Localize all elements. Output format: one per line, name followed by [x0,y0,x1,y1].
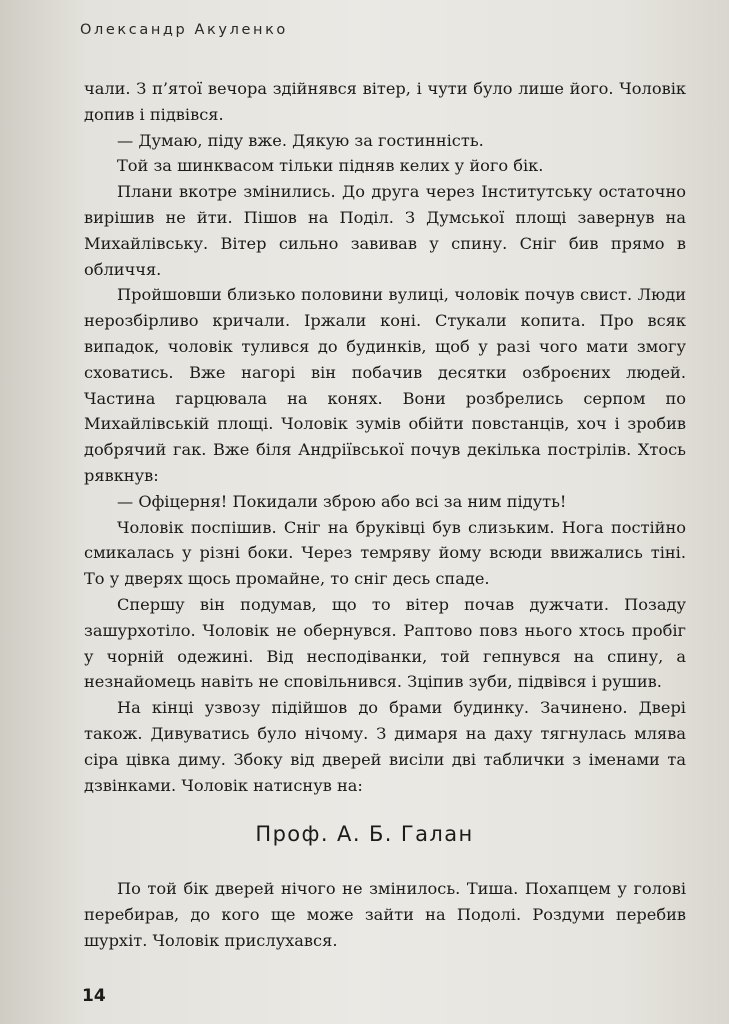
paragraph: Пройшовши близько половини вулиці, чоловік почув свист. Люди нерозбірливо кричали. Іржали коні. Стукали копита. Про всяк випадок, чоловік тулився до будинків, щоб у разі чого мати змогу сховатись. Вже нагорі він побачив десятки озброєних людей. Частина гарцювала на конях. Вони розбрелись серпом по Михайлівській площі. Чоловік зумів обійти повстанців, хоч і зробив добрячий гак. Вже біля Андріївської почув декілька пострілів. Хтось рявкнув: [84,285,686,485]
running-header-author: Олександр Акуленко [80,22,288,38]
paragraph: Спершу він подумав, що то вітер почав дужчати. Позаду зашурхотіло. Чоловік не обернувся. Раптово повз нього хтось пробіг у чорній одежині. Від несподіванки, той гепнувся на спину, а незнайомець навіть не сповільнився. Зціпив зуби, підвівся і рушив. [84,594,686,692]
paragraph: На кінці узвозу підійшов до брами будинку. Зачинено. Двері також. Дивуватись було нічому. З димаря на даху тягнулась млява сіра цівка диму. Збоку від дверей висіли дві таблички з іменами та дзвінками. Чоловік натиснув на: [84,698,686,795]
doorplate-name: Проф. А. Б. Галан [255,822,474,846]
paragraph: — Офіцерня! Покидали зброю або всі за ним підуть! [117,491,567,511]
paragraph: — Думаю, піду вже. Дякую за гостинність. [117,130,484,150]
paragraph: чали. З п’ятої вечора здійнявся вітер, і чути було лише його. Чоловік допив і підвівся. [84,79,686,124]
page-number: 14 [82,986,106,1006]
paragraph: По той бік дверей нічого не змінилось. Тиша. Похапцем у голові перебирав, до кого ще може зайти на Подолі. Роздуми перебив шурхіт. Чоловік прислухався. [84,879,686,950]
paragraph: Плани вкотре змінились. До друга через Інститутську остаточно вирішив не йти. Пішов на Поділ. З Думської площі завернув на Михайлівську. Вітер сильно завивав у спину. Сніг бив прямо в обличчя. [84,182,686,279]
main-text-block [84,76,686,798]
paragraph: Той за шинквасом тільки підняв келих у його бік. [117,156,544,176]
closing-text-block [84,876,686,953]
paragraph: Чоловік поспішив. Сніг на бруківці був слизьким. Нога постійно смикалась у різні боки. Через темряву йому всюди ввижались тіні. То у дверях щось промайне, то сніг десь спаде. [84,517,686,589]
